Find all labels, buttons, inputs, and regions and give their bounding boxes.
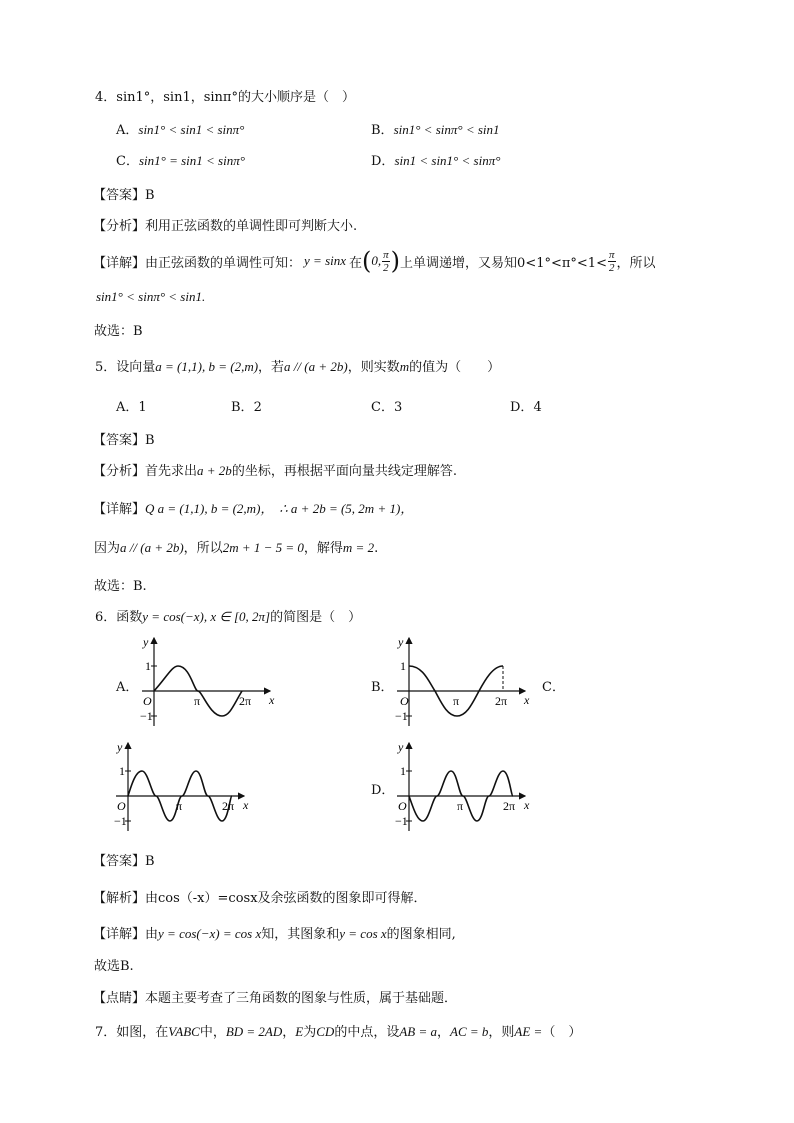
q4-option-c <box>116 150 245 169</box>
fraction-num: π <box>608 248 615 261</box>
q4-option-b <box>371 119 500 138</box>
q5-detail <box>93 498 413 517</box>
detail-text: 由正弦函数的单调性可知： <box>145 255 302 271</box>
origin-label: O <box>117 799 126 813</box>
stem-text: 6．函数 <box>95 610 143 625</box>
answer-tag: 【答案】 <box>93 854 146 869</box>
option-text: 2 <box>253 400 262 415</box>
axis-label-x: x <box>269 693 275 707</box>
option-text: sin1° = sin1 < sinπ° <box>138 153 245 168</box>
axis-label-y: y <box>398 740 404 754</box>
option-text: sin1° < sinπ° < sin1 <box>393 122 500 137</box>
detail-tag: 【详解】 <box>93 502 146 517</box>
detail-formula: a // (a + 2b) <box>120 540 184 555</box>
stem-formula: E <box>295 1024 304 1039</box>
option-label: C． <box>116 154 139 169</box>
option-label: C． <box>371 400 394 415</box>
stem-text: 5．设向量 <box>95 360 156 375</box>
q5-answer <box>93 429 155 448</box>
q6-graph-a <box>138 632 280 728</box>
axis-label-y: y <box>398 635 404 649</box>
q6-detail <box>93 923 456 942</box>
q5-conclusion: 故选：B. <box>94 579 147 594</box>
detail-text: ，所以 <box>183 541 223 556</box>
answer-value: B <box>145 188 155 203</box>
right-paren: ) <box>390 247 401 275</box>
comment-text: 本题主要考查了三角函数的图象与性质，属于基础题． <box>145 991 458 1006</box>
tick-label-one: 1 <box>400 659 406 673</box>
stem-text: 为 <box>303 1025 317 1040</box>
q6-answer <box>93 850 155 869</box>
detail-text: 在 <box>349 255 363 271</box>
detail-text: 知，其图象和 <box>261 927 340 942</box>
stem-formula: AC = b <box>450 1024 489 1039</box>
stem-formula: y = cos(−x), x ∈ [0, 2π] <box>142 609 271 624</box>
tick-label-pi: π <box>457 799 464 813</box>
tick-label-neg-one: −1 <box>140 709 153 723</box>
q5-option-c <box>371 396 402 415</box>
option-label: D． <box>371 154 395 169</box>
tick-label-two-pi: 2π <box>495 694 508 708</box>
analysis-tag: 【解析】 <box>93 891 146 906</box>
stem-formula: AB = a <box>399 1024 437 1039</box>
q6-label-a: A． <box>116 680 139 695</box>
stem-text: 的值为（ ） <box>409 360 501 375</box>
q6-label-c: C． <box>542 680 565 695</box>
answer-value: B <box>145 433 155 448</box>
q6-analysis <box>93 887 427 906</box>
q6-comment <box>93 987 457 1006</box>
detail-formula: y = cos x <box>339 926 387 941</box>
axis-label-x: x <box>243 798 249 812</box>
analysis-text: 首先求出 <box>145 464 198 479</box>
analysis-text: 由cos（-x）=cosx及余弦函数的图象即可得解． <box>145 891 427 906</box>
q5-stem <box>95 356 500 375</box>
answer-tag: 【答案】 <box>93 188 146 203</box>
detail-formula: Q a = (1,1), b = (2,m)， <box>145 501 274 516</box>
q4-stem: 4．sin1°，sin1，sinπ°的大小顺序是（ ） <box>95 90 355 105</box>
detail-tag: 【详解】 <box>93 927 146 942</box>
tick-label-neg-one: −1 <box>114 814 127 828</box>
stem-text: ， <box>436 1025 450 1040</box>
answer-value: B <box>145 854 155 869</box>
option-text: 4 <box>533 400 542 415</box>
analysis-text: 的坐标，再根据平面向量共线定理解答. <box>231 464 457 479</box>
stem-var: m <box>399 359 410 374</box>
stem-text: （ ） <box>542 1025 582 1040</box>
stem-formula: CD <box>316 1024 335 1039</box>
detail-text: 因为 <box>94 541 121 556</box>
q5-option-b <box>231 396 262 415</box>
fraction <box>382 249 390 274</box>
detail-text: ，解得 <box>303 541 343 556</box>
comment-tag: 【点睛】 <box>93 991 146 1006</box>
tick-label-pi: π <box>194 694 201 708</box>
fraction-num: π <box>383 248 389 261</box>
stem-formula: BD = 2AD <box>225 1024 283 1039</box>
q4-answer <box>93 184 155 203</box>
fraction-den: 2 <box>383 261 389 274</box>
q6-graph-b <box>393 632 535 728</box>
stem-text: ，若 <box>258 360 285 375</box>
tick-label-neg-one: −1 <box>395 709 408 723</box>
tick-label-one: 1 <box>145 659 151 673</box>
analysis-tag: 【分析】 <box>93 219 146 234</box>
q6-label-d: D． <box>371 783 395 798</box>
q6-graph-d <box>393 737 535 833</box>
stem-text: ， <box>282 1025 296 1040</box>
stem-text: ，则 <box>488 1025 515 1040</box>
q4-option-a <box>116 119 244 138</box>
analysis-tag: 【分析】 <box>93 464 146 479</box>
stem-formula: AE = <box>514 1024 543 1039</box>
axis-label-x: x <box>524 693 530 707</box>
stem-text: ，则实数 <box>347 360 400 375</box>
detail-formula: y = cos(−x) = cos x <box>158 926 262 941</box>
option-label: A． <box>116 123 139 138</box>
q4-conclusion: 故选：B <box>94 324 143 339</box>
detail-text: ，所以 <box>616 255 656 271</box>
tick-label-one: 1 <box>400 764 406 778</box>
detail-text: . <box>374 541 379 556</box>
q6-label-b: B． <box>371 680 394 695</box>
stem-text: 7．如图，在 <box>95 1025 169 1040</box>
detail-tag: 【详解】 <box>93 255 146 271</box>
axis-label-x: x <box>524 798 530 812</box>
tick-label-two-pi: 2π <box>239 694 252 708</box>
q4-detail <box>93 246 656 276</box>
q4-option-d <box>371 150 500 169</box>
q5-detail-line2 <box>94 537 378 556</box>
stem-parallel: a // (a + 2b) <box>284 359 348 374</box>
option-label: B． <box>371 123 394 138</box>
detail-formula: ∴ a + 2b = (5, 2m + 1)， <box>279 501 414 516</box>
origin-label: O <box>400 694 409 708</box>
answer-tag: 【答案】 <box>93 433 146 448</box>
detail-text: 的图象相同, <box>386 927 456 942</box>
fraction-den: 2 <box>608 261 615 274</box>
q5-analysis <box>93 460 457 479</box>
left-paren: ( <box>362 247 372 275</box>
stem-text: 的简图是（ ） <box>270 610 362 625</box>
q4-analysis <box>93 215 357 234</box>
q5-option-a <box>116 396 147 415</box>
tick-label-one: 1 <box>119 764 125 778</box>
tick-label-pi: π <box>176 799 183 813</box>
axis-label-y: y <box>143 635 149 649</box>
detail-text: 上单调递增，又易知0<1°<π°<1< <box>400 255 607 271</box>
tick-label-neg-one: −1 <box>395 814 408 828</box>
detail-formula: y = sinx <box>304 253 347 268</box>
tick-label-pi: π <box>453 694 460 708</box>
origin-label: O <box>143 694 152 708</box>
interval-left: 0, <box>371 253 382 268</box>
analysis-text: 利用正弦函数的单调性即可判断大小. <box>145 219 358 234</box>
detail-text: 由 <box>145 927 159 942</box>
detail-formula: m = 2 <box>342 540 375 555</box>
q6-conclusion: 故选B. <box>94 959 134 974</box>
option-text: 3 <box>393 400 403 415</box>
q5-option-d <box>510 396 542 415</box>
fraction <box>608 249 616 274</box>
q6-graph-c <box>112 737 254 833</box>
q4-detail-line2: sin1° < sinπ° < sin1. <box>96 289 206 304</box>
stem-text: 的中点，设 <box>334 1025 400 1040</box>
option-label: A． <box>116 400 139 415</box>
option-label: D． <box>510 400 534 415</box>
option-text: sin1° < sin1 < sinπ° <box>138 122 245 137</box>
option-text: 1 <box>138 400 147 415</box>
origin-label: O <box>398 799 407 813</box>
analysis-vector: a + 2b <box>197 463 232 478</box>
axis-label-y: y <box>117 740 123 754</box>
q7-stem <box>95 1021 581 1040</box>
stem-vector: a = (1,1), b = (2,m) <box>155 359 259 374</box>
tick-label-two-pi: 2π <box>222 799 235 813</box>
stem-text: 中， <box>199 1025 226 1040</box>
tick-label-two-pi: 2π <box>503 799 516 813</box>
option-text: sin1 < sin1° < sinπ° <box>394 153 501 168</box>
detail-formula: 2m + 1 − 5 = 0 <box>222 540 304 555</box>
option-label: B． <box>231 400 254 415</box>
q6-stem <box>95 606 361 625</box>
stem-formula: VABC <box>168 1024 200 1039</box>
